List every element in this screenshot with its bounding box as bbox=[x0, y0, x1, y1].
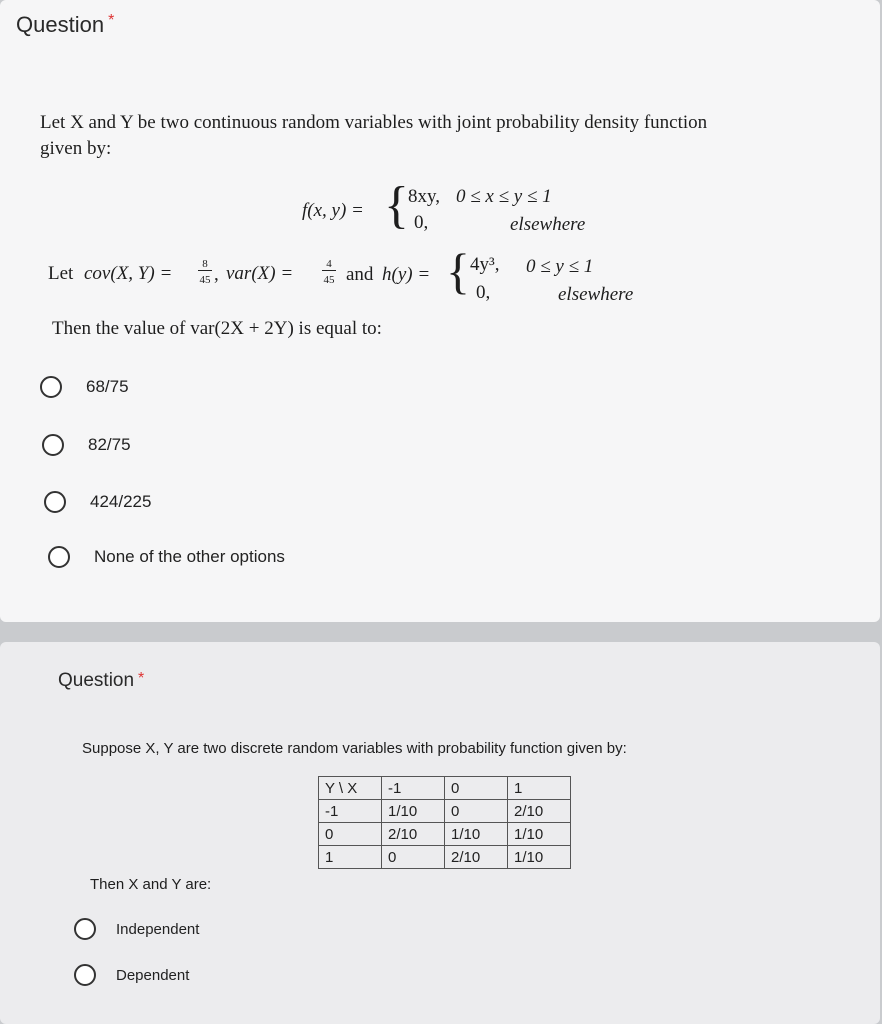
table-row bbox=[319, 823, 571, 846]
table-row-header: 1 bbox=[319, 846, 382, 869]
question-stem: Suppose X, Y are two discrete random variables with probability function given by: bbox=[82, 740, 627, 757]
option-424-225[interactable] bbox=[44, 491, 151, 513]
pdf-case2-expr: 0, bbox=[414, 212, 429, 233]
h-case1-cond: 0 ≤ y ≤ 1 bbox=[526, 256, 594, 277]
pdf-case1-cond: 0 ≤ x ≤ y ≤ 1 bbox=[456, 186, 552, 207]
radio-button[interactable] bbox=[40, 376, 62, 398]
stem-line-2: given by: bbox=[40, 138, 112, 159]
question-header bbox=[58, 670, 144, 692]
probability-table bbox=[318, 776, 571, 869]
radio-button[interactable] bbox=[74, 918, 96, 940]
table-row bbox=[319, 800, 571, 823]
table-header-row bbox=[319, 777, 571, 800]
table-cell: 1/10 bbox=[445, 823, 508, 846]
table-row bbox=[319, 846, 571, 869]
question-stem bbox=[40, 110, 870, 162]
cov-fraction-den: 45 bbox=[199, 274, 211, 286]
pdf-case1-expr: 8xy, bbox=[408, 186, 441, 207]
radio-button[interactable] bbox=[42, 434, 64, 456]
stem-line-1: Let X and Y be two continuous random variables with joint probability density function bbox=[40, 112, 708, 133]
given-prefix: Let bbox=[48, 263, 74, 284]
h-lhs: h(y) = bbox=[382, 264, 431, 285]
table-col-header: -1 bbox=[382, 777, 445, 800]
var-lhs: var(X) = bbox=[226, 263, 294, 284]
option-label: None of the other options bbox=[94, 547, 285, 566]
required-marker: * bbox=[138, 670, 145, 687]
var-fraction-num: 4 bbox=[322, 258, 336, 271]
and-text: and bbox=[346, 264, 374, 285]
option-independent[interactable] bbox=[74, 918, 199, 940]
option-label: 424/225 bbox=[90, 492, 152, 511]
question-card-2 bbox=[0, 642, 880, 1024]
table-cell: 1/10 bbox=[508, 823, 571, 846]
pdf-lhs: f(x, y) = bbox=[302, 200, 364, 221]
pdf-brace: { bbox=[384, 177, 409, 234]
table-cell: 1/10 bbox=[382, 800, 445, 823]
option-82-75[interactable] bbox=[42, 434, 131, 456]
radio-button[interactable] bbox=[44, 491, 66, 513]
table-row-header: 0 bbox=[319, 823, 382, 846]
option-none[interactable] bbox=[48, 546, 285, 568]
table-cell: 0 bbox=[445, 800, 508, 823]
cov-fraction-num: 8 bbox=[198, 258, 212, 271]
question-title: Question bbox=[16, 12, 105, 37]
radio-button[interactable] bbox=[48, 546, 70, 568]
option-label: Dependent bbox=[116, 966, 190, 984]
required-marker: * bbox=[108, 12, 115, 29]
h-case2-expr: 0, bbox=[476, 282, 491, 303]
radio-button[interactable] bbox=[74, 964, 96, 986]
option-label: 82/75 bbox=[88, 435, 131, 454]
table-cell: 2/10 bbox=[445, 846, 508, 869]
pdf-case2-cond: elsewhere bbox=[510, 214, 586, 235]
then-text: Then the value of var(2X + 2Y) is equal to: bbox=[52, 318, 382, 339]
table-col-header: 0 bbox=[445, 777, 508, 800]
question-title: Question bbox=[58, 670, 135, 691]
table-corner: Y \ X bbox=[319, 777, 382, 800]
cov-lhs: cov(X, Y) = bbox=[84, 263, 173, 284]
option-dependent[interactable] bbox=[74, 964, 189, 986]
question-header bbox=[16, 12, 114, 38]
var-fraction-den: 45 bbox=[323, 274, 335, 286]
table-row-header: -1 bbox=[319, 800, 382, 823]
table-cell: 0 bbox=[382, 846, 445, 869]
option-label: Independent bbox=[116, 920, 200, 938]
table-cell: 2/10 bbox=[508, 800, 571, 823]
then-text: Then X and Y are: bbox=[90, 876, 212, 893]
table-col-header: 1 bbox=[508, 777, 571, 800]
comma: , bbox=[214, 264, 219, 285]
h-case2-cond: elsewhere bbox=[558, 284, 634, 305]
option-68-75[interactable] bbox=[40, 376, 129, 398]
table-cell: 1/10 bbox=[508, 846, 571, 869]
option-label: 68/75 bbox=[86, 377, 129, 396]
h-brace: { bbox=[446, 243, 470, 299]
h-case1-expr: 4y³, bbox=[470, 254, 500, 275]
table-cell: 2/10 bbox=[382, 823, 445, 846]
